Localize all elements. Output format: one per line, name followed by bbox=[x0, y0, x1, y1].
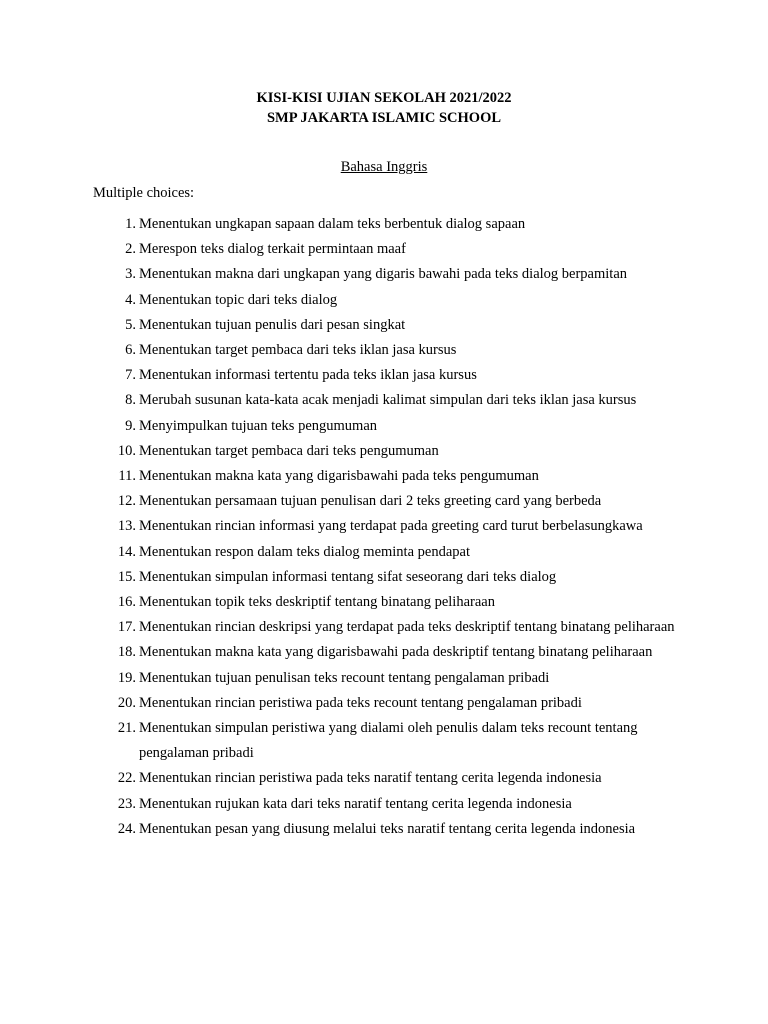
list-item bbox=[0, 212, 768, 237]
document-title: KISI-KISI UJIAN SEKOLAH 2021/2022 bbox=[256, 90, 512, 106]
item-number: 17. bbox=[117, 619, 136, 636]
list-item bbox=[0, 540, 768, 565]
item-number: 12. bbox=[117, 493, 136, 510]
section-label: Multiple choices: bbox=[93, 185, 195, 201]
list-item bbox=[0, 817, 768, 842]
list-item bbox=[0, 565, 768, 590]
item-number: 2. bbox=[125, 241, 136, 258]
list-item bbox=[0, 338, 768, 363]
item-text: Menentukan rujukan kata dari teks naratif tentang cerita legenda indonesia bbox=[139, 795, 572, 812]
item-number: 8. bbox=[125, 392, 136, 409]
list-item bbox=[0, 640, 768, 665]
item-text: Menentukan makna kata yang digarisbawahi pada deskriptif tentang binatang peliharaan bbox=[139, 644, 653, 661]
list-item bbox=[0, 514, 768, 539]
item-text: Menentukan informasi tertentu pada teks iklan jasa kursus bbox=[139, 367, 477, 384]
item-text: Menentukan persamaan tujuan penulisan dari 2 teks greeting card yang berbeda bbox=[139, 493, 602, 510]
item-number: 7. bbox=[125, 367, 136, 384]
item-text: Menentukan rincian deskripsi yang terdapat pada teks deskriptif tentang binatang peliharaan bbox=[139, 619, 675, 636]
item-text: Menentukan simpulan peristiwa yang dialami oleh penulis dalam teks recount tentang pengalaman pribadi bbox=[139, 720, 638, 762]
item-text: Menentukan makna dari ungkapan yang digaris bawahi pada teks dialog berpamitan bbox=[139, 266, 628, 283]
item-text: Menentukan topik teks deskriptif tentang binatang peliharaan bbox=[139, 594, 495, 611]
list-item bbox=[0, 313, 768, 338]
list-item bbox=[0, 262, 768, 287]
item-number: 13. bbox=[117, 518, 136, 535]
item-text: Menentukan ungkapan sapaan dalam teks berbentuk dialog sapaan bbox=[139, 216, 526, 232]
list-item bbox=[0, 716, 768, 766]
item-number: 24. bbox=[117, 820, 136, 837]
question-list bbox=[0, 212, 768, 842]
list-item bbox=[0, 590, 768, 615]
list-item bbox=[0, 288, 768, 313]
item-number: 5. bbox=[125, 316, 136, 333]
item-text: Menentukan respon dalam teks dialog meminta pendapat bbox=[139, 543, 470, 560]
item-number: 3. bbox=[125, 266, 136, 283]
item-text: Menentukan topic dari teks dialog bbox=[139, 291, 338, 308]
item-text: Menentukan makna kata yang digarisbawahi pada teks pengumuman bbox=[139, 468, 539, 485]
list-item bbox=[0, 615, 768, 640]
item-number: 21. bbox=[117, 720, 136, 737]
item-number: 15. bbox=[117, 568, 136, 585]
item-text: Menyimpulkan tujuan teks pengumuman bbox=[139, 417, 378, 434]
list-item bbox=[0, 766, 768, 791]
item-text: Menentukan rincian peristiwa pada teks naratif tentang cerita legenda indonesia bbox=[139, 770, 602, 787]
item-number: 18. bbox=[117, 644, 136, 661]
list-item bbox=[0, 792, 768, 817]
item-text: Menentukan target pembaca dari teks iklan jasa kursus bbox=[139, 342, 457, 359]
item-number: 20. bbox=[117, 694, 136, 711]
list-item bbox=[0, 414, 768, 439]
item-number: 22. bbox=[117, 770, 136, 787]
item-text: Menentukan rincian peristiwa pada teks recount tentang pengalaman pribadi bbox=[139, 694, 582, 711]
list-item bbox=[0, 666, 768, 691]
item-text: Menentukan target pembaca dari teks pengumuman bbox=[139, 442, 439, 459]
subject-heading: Bahasa Inggris bbox=[340, 159, 428, 175]
school-name: SMP JAKARTA ISLAMIC SCHOOL bbox=[266, 110, 502, 126]
list-item bbox=[0, 489, 768, 514]
item-text: Menentukan simpulan informasi tentang sifat seseorang dari teks dialog bbox=[139, 568, 557, 585]
item-text: Merubah susunan kata-kata acak menjadi kalimat simpulan dari teks iklan jasa kursus bbox=[139, 392, 637, 409]
item-number: 4. bbox=[125, 291, 136, 308]
item-text: Menentukan tujuan penulisan teks recount tentang pengalaman pribadi bbox=[139, 669, 550, 686]
item-number: 14. bbox=[117, 543, 136, 560]
item-number: 1. bbox=[125, 216, 136, 232]
list-item bbox=[0, 237, 768, 262]
item-number: 11. bbox=[118, 468, 136, 485]
item-text: Menentukan tujuan penulis dari pesan singkat bbox=[139, 316, 406, 333]
item-number: 16. bbox=[117, 594, 136, 611]
item-number: 23. bbox=[117, 795, 136, 812]
list-item bbox=[0, 388, 768, 413]
item-number: 10. bbox=[117, 442, 136, 459]
item-number: 9. bbox=[125, 417, 136, 434]
item-number: 6. bbox=[125, 342, 136, 359]
list-item bbox=[0, 464, 768, 489]
item-text: Merespon teks dialog terkait permintaan maaf bbox=[139, 241, 406, 258]
list-item bbox=[0, 691, 768, 716]
item-text: Menentukan pesan yang diusung melalui teks naratif tentang cerita legenda indonesia bbox=[139, 820, 636, 837]
item-text: Menentukan rincian informasi yang terdapat pada greeting card turut berbelasungkawa bbox=[139, 518, 643, 535]
list-item bbox=[0, 439, 768, 464]
item-number: 19. bbox=[117, 669, 136, 686]
list-item bbox=[0, 363, 768, 388]
